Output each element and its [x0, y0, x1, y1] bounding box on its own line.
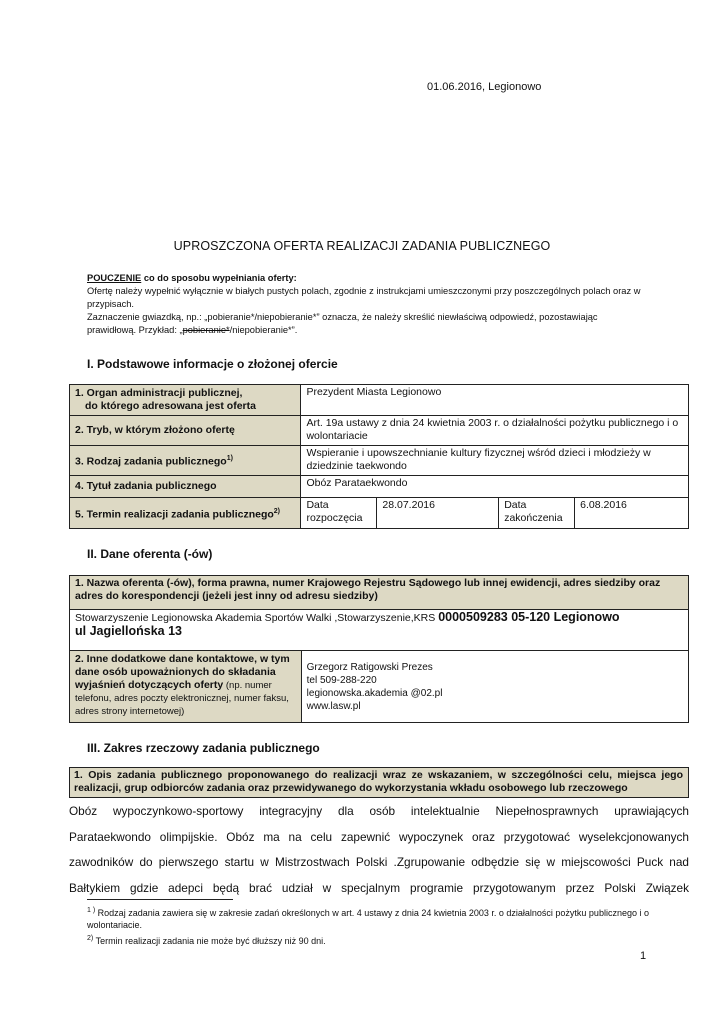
body-line: Obóz wypoczynkowo-sportowy integracyjny dla osób intelektualnie Niepełnosprawnych uprawiających — [69, 804, 689, 818]
body-line: Bałtykiem gdzie adepci będą brać udział w specjalnym programie przygotowanym przez Polski Związek — [69, 880, 689, 895]
offeror-street: ul Jagiellońska 13 — [75, 624, 182, 638]
contact-label-text: 2. Inne dodatkowe dane kontaktowe, w tym dane osób upoważnionych do składania wyjaśnień dotyczących oferty — [75, 653, 290, 691]
organ-label — [70, 385, 301, 416]
offeror-table — [69, 575, 689, 723]
footnote-2 — [87, 933, 687, 947]
term-label-text: 5. Termin realizacji zadania publicznego — [75, 508, 274, 521]
end-date-label: Data zakończenia — [499, 498, 575, 529]
section-3-heading: III. Zakres rzeczowy zadania publicznego — [87, 741, 320, 755]
offeror-name-label: 1. Nazwa oferenta (-ów), forma prawna, numer Krajowego Rejestru Sądowego lub innej ewidencji, adres siedziby oraz adres do korespondencji (jeżeli jest inny od adresu siedziby) — [70, 576, 689, 610]
section-1-heading: I. Podstawowe informacje o złożonej ofercie — [87, 357, 338, 371]
task-title-value: Obóz Parataekwondo — [301, 476, 689, 498]
instructions-heading-underlined: POUCZENIE — [87, 273, 142, 283]
instructions-line-2-text: Zaznaczenie gwiazdką, np.: „pobieranie*/niepobieranie*” oznacza, że należy skreślić niewłaściwą odpowiedź, pozostawiając prawidłową. Przykład: „ — [87, 312, 598, 335]
table-row — [70, 768, 689, 798]
contact-person: Grzegorz Ratigowski Prezes — [306, 661, 433, 673]
offeror-krs-address: 0000509283 05-120 Legionowo — [438, 610, 620, 624]
footnote-mark: 1 ) — [87, 907, 96, 914]
page-number: 1 — [640, 950, 647, 962]
mode-label: 2. Tryb, w którym złożono ofertę — [70, 416, 301, 446]
organ-label-line-1: 1. Organ administracji publicznej, — [75, 387, 243, 399]
table-row — [70, 416, 689, 446]
task-description-body — [69, 799, 689, 901]
offeror-name-text: Stowarzyszenie Legionowska Akademia Sportów Walki ,Stowarzyszenie,KRS — [75, 612, 439, 624]
mode-value: Art. 19a ustawy z dnia 24 kwietnia 2003 r. o działalności pożytku publicznego i o wolontariacie — [301, 416, 689, 446]
table-row — [70, 498, 689, 529]
table-row — [70, 385, 689, 416]
footnote-text: Rodzaj zadania zawiera się w zakresie zadań określonych w art. 4 ustawy z dnia 24 kwietnia 2003 r. o działalności pożytku publicznego i o wolontariacie. — [87, 908, 649, 930]
task-type-value: Wspieranie i upowszechnianie kultury fizycznej wśród dzieci i młodzieży w dziedzinie taekwondo — [301, 446, 689, 476]
task-title-label: 4. Tytuł zadania publicznego — [70, 476, 301, 498]
contact-email: legionowska.akademia @02.pl — [306, 687, 443, 699]
contact-label — [70, 651, 302, 723]
start-date-value: 28.07.2016 — [377, 498, 499, 529]
end-date-value: 6.08.2016 — [575, 498, 689, 529]
task-type-label — [70, 446, 301, 476]
instructions-heading — [87, 272, 647, 285]
footnote-mark: 2) — [87, 935, 94, 942]
term-label — [70, 498, 301, 529]
instructions-line-2-end: /niepobieranie*”. — [229, 325, 298, 335]
task-description-label: 1. Opis zadania publicznego proponowanego do realizacji wraz ze wskazaniem, w szczególności celu, miejsca jego realizacji, grup odbiorców zadania oraz przewidywanego do wykorzystania wkładu osobowego lub rzeczowego — [70, 768, 689, 798]
strikethrough-example: pobieranie* — [182, 325, 230, 335]
date-place: 01.06.2016, Legionowo — [427, 81, 542, 93]
footnote-separator — [87, 899, 233, 900]
document-title: UPROSZCZONA OFERTA REALIZACJI ZADANIA PUBLICZNEGO — [173, 239, 551, 253]
instructions-line-2 — [87, 311, 647, 337]
instructions-line-1: Ofertę należy wypełnić wyłącznie w białych pustych polach, zgodnie z instrukcjami umieszczonymi przy poszczególnych polach oraz w przypisach. — [87, 286, 641, 309]
instructions-heading-rest: co do sposobu wypełniania oferty: — [141, 273, 297, 283]
footnote-text: Termin realizacji zadania nie może być dłuższy niż 90 dni. — [93, 936, 326, 946]
contact-value — [301, 651, 688, 723]
table-row — [70, 476, 689, 498]
contact-label-note: (np. numer telefonu, adres poczty elektronicznej, numer faksu, adres strony internetowej) — [75, 680, 289, 717]
instructions — [87, 272, 647, 337]
body-line: zawodników do pierwszego startu w Mistrzostwach Polski .Zgrupowanie odbędzie się w miejscowości Puck nad — [69, 855, 689, 870]
start-date-label: Data rozpoczęcia — [301, 498, 377, 529]
table-row — [70, 576, 689, 610]
footnote-ref: 2) — [273, 507, 281, 515]
organ-value: Prezydent Miasta Legionowo — [301, 385, 689, 416]
footnote-ref: 1) — [226, 455, 233, 463]
offeror-name-value — [70, 610, 689, 651]
table-row — [70, 651, 689, 723]
task-description-table — [69, 767, 689, 798]
task-type-label-text: 3. Rodzaj zadania publicznego — [75, 455, 227, 468]
contact-phone: tel 509-288-220 — [306, 674, 377, 686]
table-row — [70, 446, 689, 476]
body-line: Parataekwondo olimpijskie. Obóz ma na celu zapewnić wypoczynek oraz przygotować wyselekcjonowanych — [69, 829, 689, 844]
contact-website: www.lasw.pl — [306, 700, 361, 712]
footnote-1 — [87, 905, 687, 931]
table-row — [70, 610, 689, 651]
basic-info-table — [69, 384, 689, 529]
organ-label-line-2: do którego adresowana jest oferta — [85, 400, 256, 412]
section-2-heading: II. Dane oferenta (-ów) — [87, 547, 213, 561]
